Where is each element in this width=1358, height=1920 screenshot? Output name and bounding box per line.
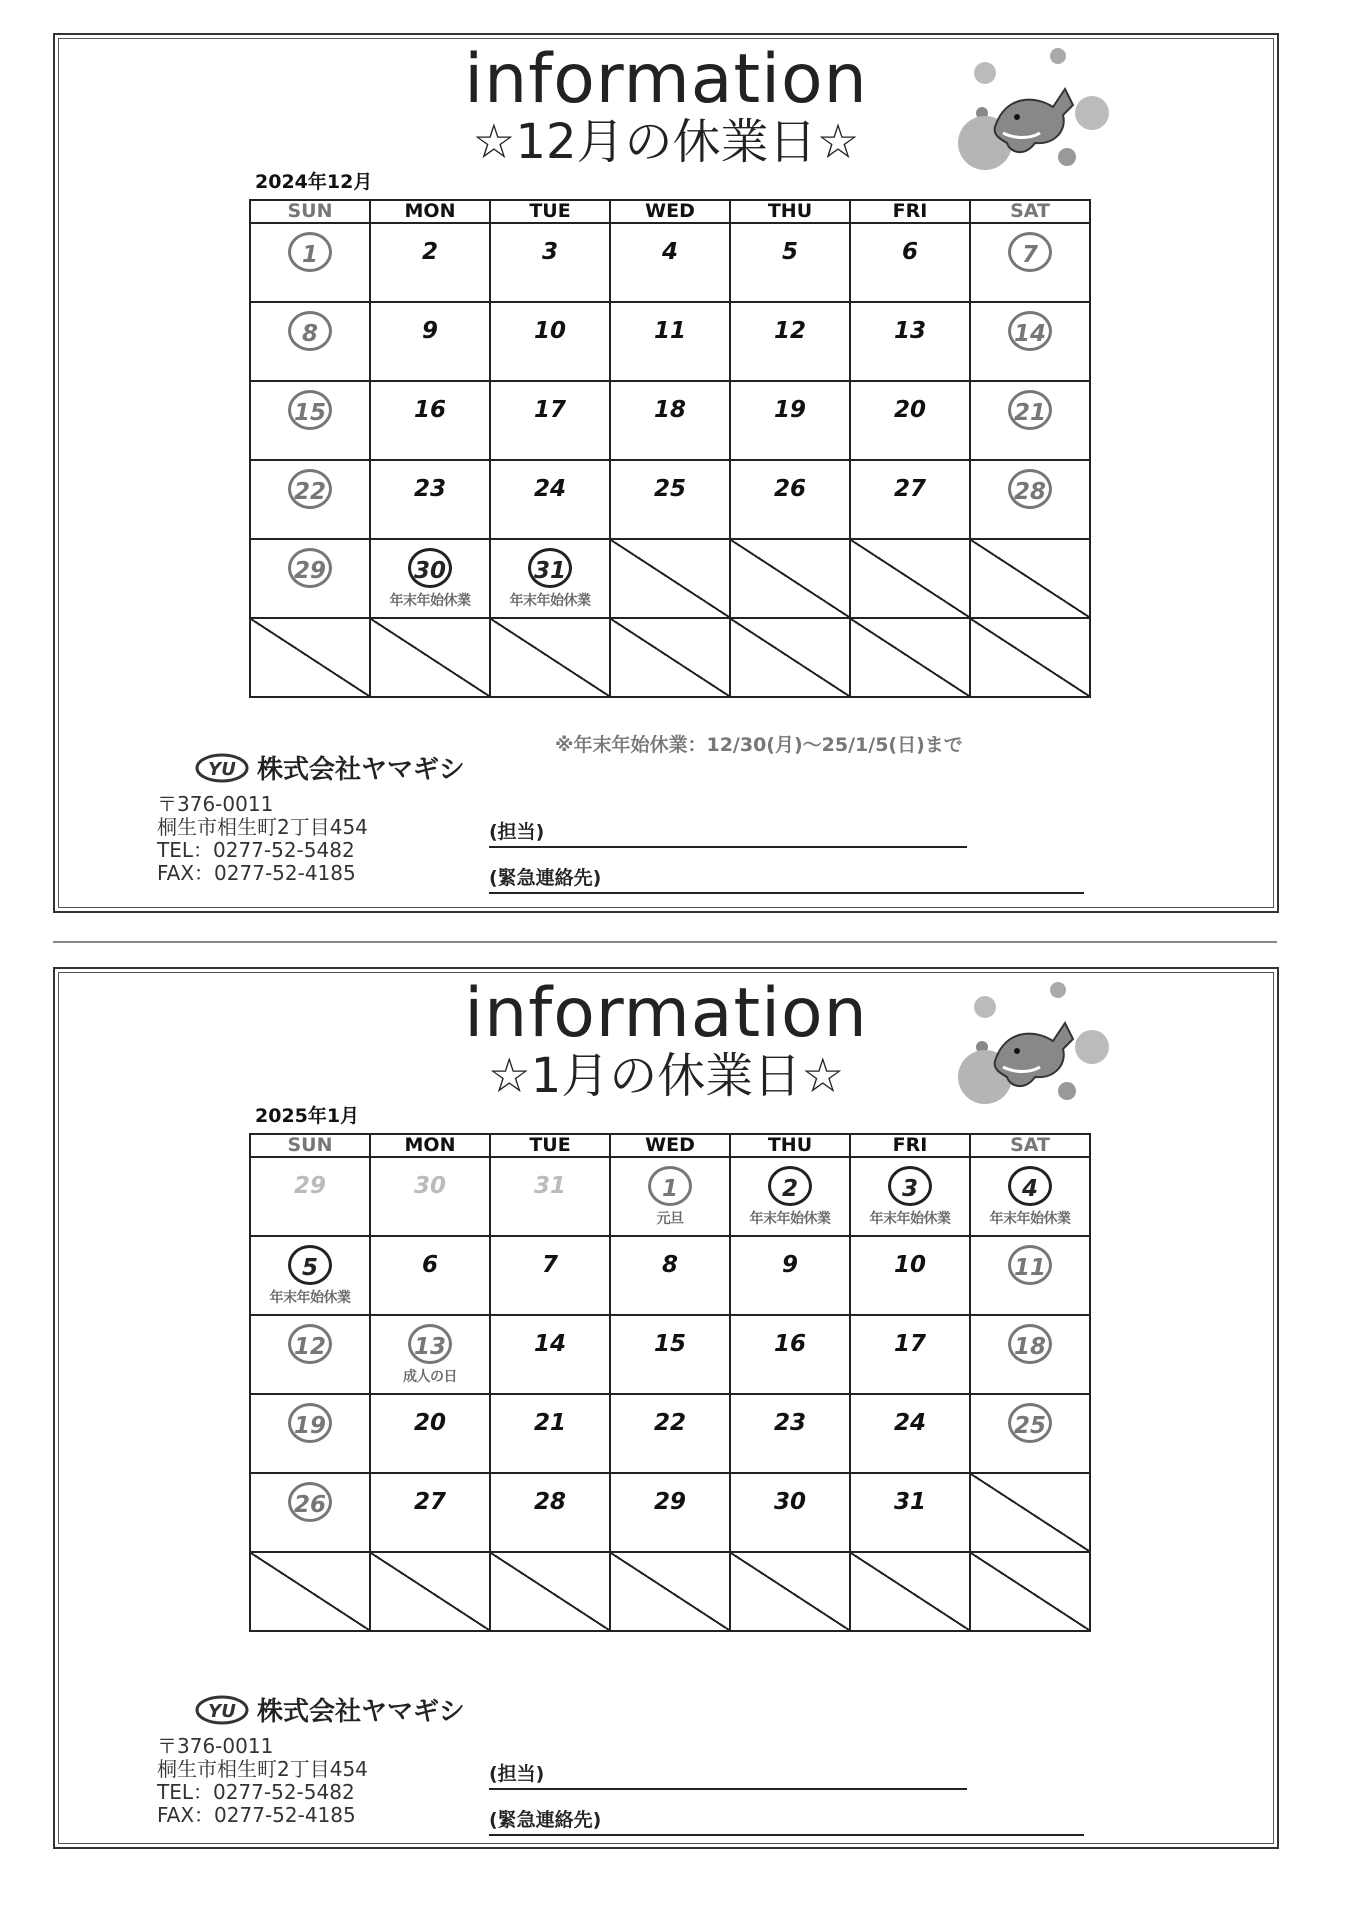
empty-day-cell bbox=[970, 618, 1090, 697]
day-number: 9 bbox=[781, 1252, 798, 1278]
empty-day-cell bbox=[970, 1552, 1090, 1631]
company-address: 〒376-0011 桐生市相生町2丁目454 TEL：0277-52-5482 FAX：0277-52-4185 bbox=[157, 792, 368, 885]
day-number: 3 bbox=[888, 1166, 932, 1206]
closed-days-title: ☆1月の休業日☆ bbox=[487, 1048, 845, 1104]
day-cell bbox=[730, 1473, 850, 1552]
company-address: 〒376-0011 桐生市相生町2丁目454 TEL：0277-52-5482 FAX：0277-52-4185 bbox=[157, 1734, 368, 1827]
day-cell bbox=[370, 1394, 490, 1473]
day-cell bbox=[490, 539, 610, 618]
day-number: 19 bbox=[773, 397, 806, 423]
company-name: YU 株式会社ヤマギシ bbox=[195, 1691, 465, 1728]
day-number: 3 bbox=[541, 239, 558, 265]
week-row bbox=[250, 1315, 1090, 1394]
day-cell bbox=[610, 223, 730, 302]
empty-day-cell bbox=[970, 539, 1090, 618]
weekday-header: THU bbox=[730, 1134, 850, 1157]
month-label: 2024年12月 bbox=[255, 171, 373, 193]
closure-note: 年末年始休業 bbox=[269, 1290, 351, 1306]
closure-note: 年末年始休業 bbox=[389, 593, 471, 609]
empty-day-cell bbox=[250, 1552, 370, 1631]
day-number: 1 bbox=[288, 232, 332, 272]
week-row bbox=[250, 302, 1090, 381]
day-number: 28 bbox=[533, 1489, 566, 1515]
day-number: 2 bbox=[421, 239, 438, 265]
day-number: 29 bbox=[288, 548, 332, 588]
day-number: 16 bbox=[413, 397, 446, 423]
day-cell bbox=[850, 1394, 970, 1473]
day-number: 24 bbox=[533, 476, 566, 502]
day-number: 7 bbox=[541, 1252, 558, 1278]
day-number: 30 bbox=[413, 1173, 446, 1199]
weekday-header: SAT bbox=[970, 200, 1090, 223]
weekday-header: FRI bbox=[850, 200, 970, 223]
day-cell bbox=[850, 1236, 970, 1315]
day-cell bbox=[490, 1394, 610, 1473]
day-cell bbox=[850, 223, 970, 302]
day-number: 21 bbox=[533, 1410, 566, 1436]
day-number: 2 bbox=[768, 1166, 812, 1206]
day-cell bbox=[250, 1315, 370, 1394]
day-cell bbox=[970, 223, 1090, 302]
empty-day-cell bbox=[730, 1552, 850, 1631]
day-cell bbox=[250, 539, 370, 618]
day-cell bbox=[730, 302, 850, 381]
empty-day-cell bbox=[370, 618, 490, 697]
day-cell bbox=[370, 223, 490, 302]
day-number: 26 bbox=[773, 476, 806, 502]
day-cell bbox=[970, 381, 1090, 460]
weekday-header: THU bbox=[730, 200, 850, 223]
day-cell bbox=[970, 1236, 1090, 1315]
day-number: 13 bbox=[893, 318, 926, 344]
closure-note: 成人の日 bbox=[403, 1369, 457, 1385]
info-title: information bbox=[464, 974, 868, 1053]
day-number: 21 bbox=[1008, 390, 1052, 430]
day-number: 11 bbox=[1008, 1245, 1052, 1285]
day-number: 23 bbox=[413, 476, 446, 502]
day-cell bbox=[730, 381, 850, 460]
day-cell bbox=[850, 302, 970, 381]
day-cell bbox=[250, 1473, 370, 1552]
day-cell bbox=[610, 1315, 730, 1394]
day-number: 19 bbox=[288, 1403, 332, 1443]
day-number: 22 bbox=[288, 469, 332, 509]
empty-day-cell bbox=[730, 618, 850, 697]
day-number: 18 bbox=[1008, 1324, 1052, 1364]
day-cell bbox=[490, 1236, 610, 1315]
year-end-note: ※年末年始休業：12/30(月)～25/1/5(日)まで bbox=[555, 734, 963, 756]
day-number: 20 bbox=[413, 1410, 446, 1436]
contact-person-line: (担当) bbox=[489, 1759, 967, 1790]
day-cell bbox=[610, 302, 730, 381]
day-number: 31 bbox=[533, 1173, 566, 1199]
day-number: 23 bbox=[773, 1410, 806, 1436]
day-number: 30 bbox=[408, 548, 452, 588]
day-cell bbox=[370, 460, 490, 539]
day-cell bbox=[490, 460, 610, 539]
day-number: 31 bbox=[893, 1489, 926, 1515]
day-cell bbox=[490, 1473, 610, 1552]
day-cell bbox=[850, 460, 970, 539]
day-number: 5 bbox=[781, 239, 798, 265]
empty-day-cell bbox=[490, 618, 610, 697]
weekday-header: SAT bbox=[970, 1134, 1090, 1157]
day-cell bbox=[490, 1157, 610, 1236]
day-cell bbox=[970, 302, 1090, 381]
day-cell bbox=[730, 223, 850, 302]
day-number: 20 bbox=[893, 397, 926, 423]
week-row bbox=[250, 1236, 1090, 1315]
day-number: 29 bbox=[293, 1173, 326, 1199]
day-number: 10 bbox=[893, 1252, 926, 1278]
day-cell bbox=[730, 1394, 850, 1473]
day-number: 9 bbox=[421, 318, 438, 344]
company-logo-icon bbox=[195, 1695, 249, 1725]
day-cell bbox=[250, 460, 370, 539]
weekday-header: SUN bbox=[250, 1134, 370, 1157]
day-cell bbox=[490, 1315, 610, 1394]
day-number: 12 bbox=[288, 1324, 332, 1364]
weekday-header: WED bbox=[610, 1134, 730, 1157]
empty-day-cell bbox=[370, 1552, 490, 1631]
weekday-header: SUN bbox=[250, 200, 370, 223]
day-number: 30 bbox=[773, 1489, 806, 1515]
day-cell bbox=[250, 1394, 370, 1473]
day-cell bbox=[370, 539, 490, 618]
day-cell bbox=[610, 460, 730, 539]
day-cell bbox=[850, 1473, 970, 1552]
day-number: 1 bbox=[648, 1166, 692, 1206]
empty-day-cell bbox=[850, 1552, 970, 1631]
december-sheet bbox=[53, 33, 1279, 913]
day-cell bbox=[250, 1236, 370, 1315]
day-number: 8 bbox=[661, 1252, 678, 1278]
january-calendar bbox=[249, 1133, 1091, 1632]
week-row bbox=[250, 223, 1090, 302]
day-cell bbox=[250, 302, 370, 381]
week-row bbox=[250, 1157, 1090, 1236]
closure-note: 年末年始休業 bbox=[749, 1211, 831, 1227]
day-cell bbox=[610, 381, 730, 460]
day-cell bbox=[610, 1236, 730, 1315]
day-number: 10 bbox=[533, 318, 566, 344]
day-cell bbox=[610, 1473, 730, 1552]
day-number: 5 bbox=[288, 1245, 332, 1285]
day-number: 15 bbox=[653, 1331, 686, 1357]
empty-day-cell bbox=[610, 539, 730, 618]
day-cell bbox=[370, 302, 490, 381]
day-number: 28 bbox=[1008, 469, 1052, 509]
day-number: 16 bbox=[773, 1331, 806, 1357]
day-number: 6 bbox=[901, 239, 918, 265]
day-cell bbox=[370, 1473, 490, 1552]
weekday-header: WED bbox=[610, 200, 730, 223]
january-sheet bbox=[53, 967, 1279, 1849]
empty-day-cell bbox=[610, 618, 730, 697]
day-number: 29 bbox=[653, 1489, 686, 1515]
closure-note: 年末年始休業 bbox=[989, 1211, 1071, 1227]
day-cell bbox=[730, 1157, 850, 1236]
day-number: 13 bbox=[408, 1324, 452, 1364]
day-cell bbox=[250, 1157, 370, 1236]
day-cell bbox=[850, 1315, 970, 1394]
day-number: 4 bbox=[1008, 1166, 1052, 1206]
weekday-header: MON bbox=[370, 200, 490, 223]
day-cell bbox=[250, 223, 370, 302]
day-number: 12 bbox=[773, 318, 806, 344]
day-number: 18 bbox=[653, 397, 686, 423]
day-number: 22 bbox=[653, 1410, 686, 1436]
day-number: 31 bbox=[528, 548, 572, 588]
day-cell bbox=[970, 1394, 1090, 1473]
week-row bbox=[250, 539, 1090, 618]
closed-days-title: ☆12月の休業日☆ bbox=[472, 114, 860, 170]
closure-note: 年末年始休業 bbox=[869, 1211, 951, 1227]
empty-day-cell bbox=[250, 618, 370, 697]
day-number: 26 bbox=[288, 1482, 332, 1522]
info-title: information bbox=[464, 40, 868, 119]
day-number: 27 bbox=[413, 1489, 446, 1515]
day-cell bbox=[850, 381, 970, 460]
day-cell bbox=[370, 1236, 490, 1315]
contact-person-line: (担当) bbox=[489, 817, 967, 848]
empty-day-cell bbox=[970, 1473, 1090, 1552]
day-cell bbox=[970, 1315, 1090, 1394]
company-logo-icon bbox=[195, 753, 249, 783]
day-cell bbox=[490, 223, 610, 302]
emergency-contact-line: (緊急連絡先) bbox=[489, 863, 1084, 894]
day-cell bbox=[250, 381, 370, 460]
day-number: 25 bbox=[653, 476, 686, 502]
day-cell bbox=[970, 1157, 1090, 1236]
day-number: 6 bbox=[421, 1252, 438, 1278]
week-row bbox=[250, 1473, 1090, 1552]
emergency-contact-line: (緊急連絡先) bbox=[489, 1805, 1084, 1836]
company-name: YU 株式会社ヤマギシ bbox=[195, 749, 465, 786]
day-cell bbox=[370, 1315, 490, 1394]
empty-day-cell bbox=[610, 1552, 730, 1631]
day-number: 4 bbox=[661, 239, 678, 265]
day-number: 8 bbox=[288, 311, 332, 351]
day-cell bbox=[490, 302, 610, 381]
day-cell bbox=[730, 1236, 850, 1315]
week-row bbox=[250, 1394, 1090, 1473]
day-cell bbox=[370, 1157, 490, 1236]
week-row bbox=[250, 1552, 1090, 1631]
svg-text:YU: YU bbox=[208, 758, 236, 780]
day-number: 24 bbox=[893, 1410, 926, 1436]
day-number: 17 bbox=[533, 397, 566, 423]
day-cell bbox=[610, 1394, 730, 1473]
weekday-header: MON bbox=[370, 1134, 490, 1157]
week-row bbox=[250, 381, 1090, 460]
day-number: 27 bbox=[893, 476, 926, 502]
december-calendar bbox=[249, 199, 1091, 698]
day-cell bbox=[730, 460, 850, 539]
day-number: 11 bbox=[653, 318, 686, 344]
dolphin-icon bbox=[915, 35, 1115, 185]
month-label: 2025年1月 bbox=[255, 1105, 360, 1127]
day-number: 14 bbox=[1008, 311, 1052, 351]
cut-line bbox=[53, 941, 1277, 943]
weekday-header: TUE bbox=[490, 200, 610, 223]
empty-day-cell bbox=[850, 539, 970, 618]
week-row bbox=[250, 460, 1090, 539]
day-cell bbox=[850, 1157, 970, 1236]
day-number: 17 bbox=[893, 1331, 926, 1357]
day-cell bbox=[370, 381, 490, 460]
day-cell bbox=[730, 1315, 850, 1394]
dolphin-icon bbox=[915, 969, 1115, 1119]
empty-day-cell bbox=[850, 618, 970, 697]
weekday-header: TUE bbox=[490, 1134, 610, 1157]
svg-text:YU: YU bbox=[208, 1700, 236, 1722]
weekday-header: FRI bbox=[850, 1134, 970, 1157]
closure-note: 年末年始休業 bbox=[509, 593, 591, 609]
day-cell bbox=[610, 1157, 730, 1236]
day-cell bbox=[970, 460, 1090, 539]
week-row bbox=[250, 618, 1090, 697]
day-number: 7 bbox=[1008, 232, 1052, 272]
empty-day-cell bbox=[490, 1552, 610, 1631]
day-cell bbox=[490, 381, 610, 460]
day-number: 15 bbox=[288, 390, 332, 430]
closure-note: 元旦 bbox=[656, 1211, 684, 1227]
empty-day-cell bbox=[730, 539, 850, 618]
day-number: 14 bbox=[533, 1331, 566, 1357]
day-number: 25 bbox=[1008, 1403, 1052, 1443]
